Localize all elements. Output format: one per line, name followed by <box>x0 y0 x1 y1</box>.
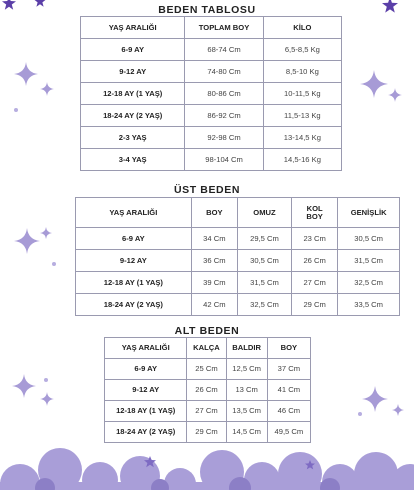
column-header: BOY <box>191 198 237 228</box>
column-header: YAŞ ARALIĞI <box>76 198 192 228</box>
value-cell: 98-104 Cm <box>185 149 263 171</box>
age-cell: 18-24 AY (2 YAŞ) <box>81 105 185 127</box>
dot <box>358 412 362 416</box>
bottom-chart-table <box>104 337 311 443</box>
value-cell: 25 Cm <box>187 359 226 380</box>
table-row <box>76 250 400 272</box>
value-cell: 27 Cm <box>187 401 226 422</box>
table-row <box>81 149 342 171</box>
value-cell: 31,5 Cm <box>338 250 400 272</box>
sparkle-icon <box>40 82 54 96</box>
age-cell: 6-9 AY <box>105 359 187 380</box>
value-cell: 6,5-8,5 Kg <box>263 39 341 61</box>
age-cell: 9-12 AY <box>76 250 192 272</box>
value-cell: 46 Cm <box>267 401 310 422</box>
column-header: KOL BOY <box>291 198 337 228</box>
column-header: YAŞ ARALIĞI <box>81 17 185 39</box>
table-row <box>76 294 400 316</box>
value-cell: 41 Cm <box>267 380 310 401</box>
value-cell: 68-74 Cm <box>185 39 263 61</box>
value-cell: 86-92 Cm <box>185 105 263 127</box>
value-cell: 37 Cm <box>267 359 310 380</box>
sparkle-icon <box>360 70 388 98</box>
value-cell: 32,5 Cm <box>237 294 291 316</box>
value-cell: 23 Cm <box>291 228 337 250</box>
top-chart-title: ÜST BEDEN <box>173 184 241 196</box>
table-header-row <box>76 198 400 228</box>
value-cell: 14,5 Cm <box>226 422 267 443</box>
value-cell: 80-86 Cm <box>185 83 263 105</box>
table-row <box>81 127 342 149</box>
value-cell: 27 Cm <box>291 272 337 294</box>
column-header: BOY <box>267 338 310 359</box>
column-header: GENİŞLİK <box>338 198 400 228</box>
table-row <box>105 401 311 422</box>
dot <box>52 262 56 266</box>
value-cell: 36 Cm <box>191 250 237 272</box>
table-row <box>105 422 311 443</box>
value-cell: 8,5-10 Kg <box>263 61 341 83</box>
column-header: YAŞ ARALIĞI <box>105 338 187 359</box>
sparkle-icon <box>392 404 404 416</box>
age-cell: 9-12 AY <box>81 61 185 83</box>
table-header-row <box>105 338 311 359</box>
table-row <box>81 83 342 105</box>
value-cell: 42 Cm <box>191 294 237 316</box>
value-cell: 30,5 Cm <box>237 250 291 272</box>
value-cell: 10-11,5 Kg <box>263 83 341 105</box>
value-cell: 39 Cm <box>191 272 237 294</box>
value-cell: 12,5 Cm <box>226 359 267 380</box>
value-cell: 29 Cm <box>187 422 226 443</box>
column-header: KİLO <box>263 17 341 39</box>
value-cell: 34 Cm <box>191 228 237 250</box>
size-chart-table <box>80 16 342 171</box>
age-cell: 18-24 AY (2 YAŞ) <box>76 294 192 316</box>
age-cell: 2-3 YAŞ <box>81 127 185 149</box>
age-cell: 12-18 AY (1 YAŞ) <box>105 401 187 422</box>
age-cell: 3-4 YAŞ <box>81 149 185 171</box>
age-cell: 18-24 AY (2 YAŞ) <box>105 422 187 443</box>
value-cell: 31,5 Cm <box>237 272 291 294</box>
sparkle-icon <box>388 88 402 102</box>
table-header-row <box>81 17 342 39</box>
age-cell: 12-18 AY (1 YAŞ) <box>81 83 185 105</box>
column-header: TOPLAM BOY <box>185 17 263 39</box>
value-cell: 13,5 Cm <box>226 401 267 422</box>
value-cell: 26 Cm <box>291 250 337 272</box>
dot <box>44 378 48 382</box>
value-cell: 13 Cm <box>226 380 267 401</box>
sparkle-icon <box>14 62 38 86</box>
table-row <box>105 359 311 380</box>
value-cell: 11,5-13 Kg <box>263 105 341 127</box>
value-cell: 33,5 Cm <box>338 294 400 316</box>
top-chart-table <box>75 197 400 316</box>
column-header: KALÇA <box>187 338 226 359</box>
size-chart-title: BEDEN TABLOSU <box>158 4 256 16</box>
table-row <box>105 380 311 401</box>
value-cell: 92-98 Cm <box>185 127 263 149</box>
table-row <box>76 228 400 250</box>
column-header: BALDIR <box>226 338 267 359</box>
sparkle-icon <box>362 386 388 412</box>
table-row <box>81 105 342 127</box>
value-cell: 29 Cm <box>291 294 337 316</box>
sparkle-icon <box>40 392 54 406</box>
age-cell: 9-12 AY <box>105 380 187 401</box>
cloud-icon <box>0 448 414 490</box>
dot <box>14 108 18 112</box>
value-cell: 13-14,5 Kg <box>263 127 341 149</box>
value-cell: 49,5 Cm <box>267 422 310 443</box>
value-cell: 14,5-16 Kg <box>263 149 341 171</box>
value-cell: 30,5 Cm <box>338 228 400 250</box>
age-cell: 12-18 AY (1 YAŞ) <box>76 272 192 294</box>
age-cell: 6-9 AY <box>81 39 185 61</box>
sparkle-icon <box>40 227 52 239</box>
bottom-chart-title: ALT BEDEN <box>174 325 240 337</box>
column-header: OMUZ <box>237 198 291 228</box>
table-row <box>81 39 342 61</box>
value-cell: 29,5 Cm <box>237 228 291 250</box>
value-cell: 32,5 Cm <box>338 272 400 294</box>
table-row <box>81 61 342 83</box>
age-cell: 6-9 AY <box>76 228 192 250</box>
sparkle-icon <box>12 374 36 398</box>
value-cell: 74-80 Cm <box>185 61 263 83</box>
value-cell: 26 Cm <box>187 380 226 401</box>
sparkle-icon <box>14 228 40 254</box>
table-row <box>76 272 400 294</box>
